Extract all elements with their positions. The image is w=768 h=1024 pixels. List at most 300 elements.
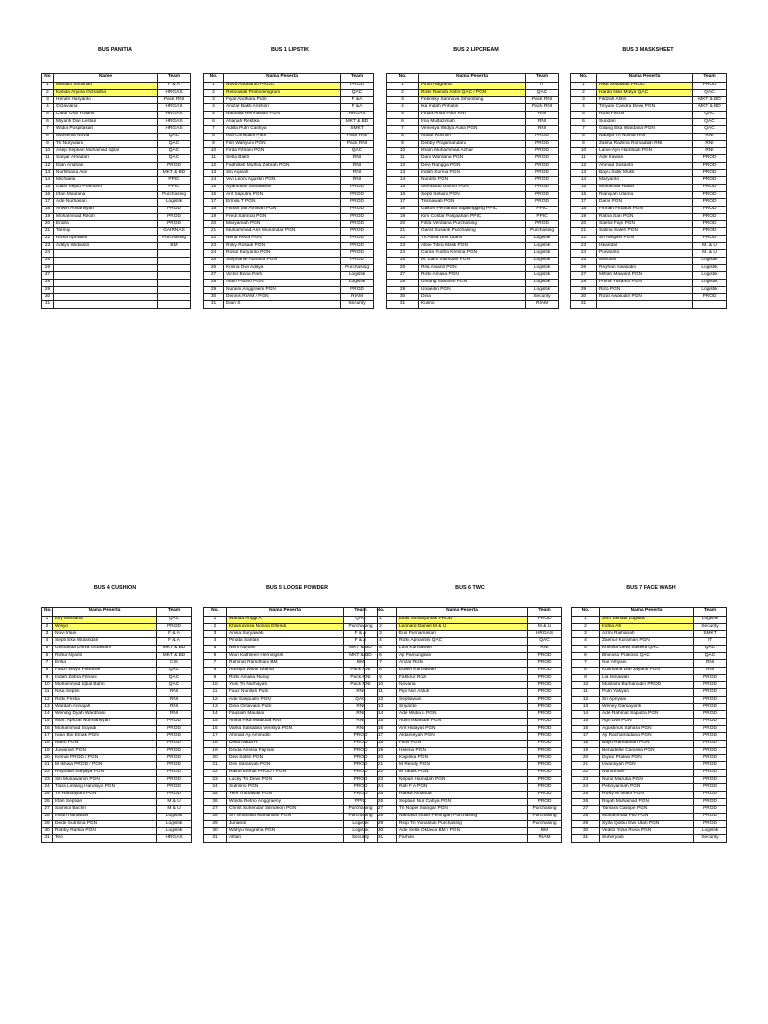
row-number: 2 bbox=[571, 89, 597, 96]
row-number: 22 bbox=[204, 235, 224, 242]
row-number: 29 bbox=[204, 820, 227, 827]
passenger-name: Putri Yahyan bbox=[600, 689, 694, 696]
row-number: 21 bbox=[387, 228, 419, 235]
table-row bbox=[204, 184, 374, 191]
team-cell: PROD bbox=[341, 250, 374, 257]
table-row bbox=[42, 674, 192, 681]
table-row bbox=[571, 199, 727, 206]
table-row bbox=[571, 155, 727, 162]
team-cell: PROD bbox=[341, 206, 374, 213]
row-number: 15 bbox=[365, 718, 397, 725]
row-number: 16 bbox=[204, 725, 227, 732]
bus-title: BUS PANITIA bbox=[97, 47, 133, 53]
row-number: 17 bbox=[42, 199, 54, 206]
team-cell: QAC bbox=[341, 89, 374, 96]
team-cell: MKT & BD bbox=[344, 652, 378, 659]
table-row bbox=[387, 199, 559, 206]
row-number: 25 bbox=[42, 257, 54, 264]
passenger-name: Roky Rosadi PGN bbox=[224, 243, 341, 250]
team-cell: Logistik bbox=[694, 828, 727, 835]
row-number: 18 bbox=[365, 740, 397, 747]
row-number: 15 bbox=[42, 184, 54, 191]
team-cell: PPIC bbox=[344, 798, 378, 805]
table-row bbox=[42, 733, 192, 740]
passenger-name: Dani Wardana PGN bbox=[419, 155, 526, 162]
table-row bbox=[365, 828, 562, 835]
bus-passenger-table bbox=[364, 607, 562, 843]
team-cell: Security bbox=[694, 835, 727, 842]
passenger-name: Lanie Ayn Hambadi PGN bbox=[597, 148, 693, 155]
passenger-name: Ahmad Aji Amirudin bbox=[227, 733, 344, 740]
table-row bbox=[42, 616, 192, 623]
row-number: 31 bbox=[572, 835, 600, 842]
passenger-name: Retnowati Probonimgrum bbox=[224, 89, 341, 96]
passenger-name: Sanjar Afriadari bbox=[54, 155, 158, 162]
row-number: 28 bbox=[387, 279, 419, 286]
passenger-name: Rojah Muhamad PGN bbox=[600, 798, 694, 805]
row-number: 20 bbox=[365, 755, 397, 762]
passenger-name: Nurul Maruba PGN bbox=[600, 777, 694, 784]
table-row bbox=[571, 104, 727, 111]
header-team: Team bbox=[693, 74, 727, 83]
team-cell: Logistik bbox=[526, 286, 559, 293]
passenger-name: Irfan Septian bbox=[53, 798, 157, 805]
team-cell: RNI bbox=[157, 704, 192, 711]
table-row bbox=[42, 718, 192, 725]
table-row bbox=[42, 652, 192, 659]
passenger-name: Kusno bbox=[419, 301, 526, 308]
passenger-name: Pinata Santari bbox=[227, 638, 344, 645]
row-number: 7 bbox=[42, 126, 54, 133]
row-number: 11 bbox=[42, 155, 54, 162]
table-row bbox=[204, 623, 378, 630]
table-row bbox=[365, 623, 562, 630]
passenger-name: Siti Munawaroh PGN bbox=[53, 777, 157, 784]
passenger-name: Samsul Bachri bbox=[53, 806, 157, 813]
passenger-name bbox=[54, 286, 158, 293]
row-number: 14 bbox=[204, 177, 224, 184]
passenger-name bbox=[54, 294, 158, 301]
row-number: 27 bbox=[572, 806, 600, 813]
row-number: 7 bbox=[571, 126, 597, 133]
table-row bbox=[387, 133, 559, 140]
team-cell: RNI bbox=[157, 689, 192, 696]
team-cell: IT bbox=[526, 82, 559, 89]
table-row bbox=[204, 740, 378, 747]
team-cell: PROD bbox=[528, 791, 562, 798]
team-cell: QAC bbox=[158, 133, 191, 140]
passenger-name: Wening Dyah Wardhani bbox=[53, 711, 157, 718]
passenger-name: Novi Irlani bbox=[53, 631, 157, 638]
table-row bbox=[571, 272, 727, 279]
team-cell: PPIC bbox=[526, 213, 559, 220]
table-row bbox=[387, 206, 559, 213]
team-cell: PROD bbox=[528, 769, 562, 776]
table-row bbox=[204, 272, 374, 279]
passenger-name: Venesya Widya Aulia PGN bbox=[419, 126, 526, 133]
row-number: 10 bbox=[572, 682, 600, 689]
passenger-name: Adilla Putri Cantiya bbox=[224, 126, 341, 133]
passenger-name: Rizki Apriantini QAC bbox=[397, 638, 528, 645]
row-number: 19 bbox=[204, 213, 224, 220]
passenger-name: Helena PGN bbox=[397, 747, 528, 754]
passenger-name: Ratna Sari PGN bbox=[597, 213, 693, 220]
row-number: 27 bbox=[204, 272, 224, 279]
passenger-name bbox=[54, 272, 158, 279]
team-cell: PROD bbox=[694, 711, 727, 718]
row-number: 21 bbox=[204, 228, 224, 235]
team-cell: PROD bbox=[528, 667, 562, 674]
table-row bbox=[365, 652, 562, 659]
team-cell: PROD bbox=[341, 286, 374, 293]
team-cell: RNI bbox=[694, 660, 727, 667]
table-row bbox=[571, 206, 727, 213]
team-cell: F & A bbox=[157, 631, 192, 638]
bus-passenger-table bbox=[570, 73, 727, 309]
table-row bbox=[387, 82, 559, 89]
table-row bbox=[42, 667, 192, 674]
row-number: 21 bbox=[42, 762, 53, 769]
header-name: Nama Peserta bbox=[53, 608, 157, 617]
team-cell: PROD bbox=[158, 221, 191, 228]
passenger-name: Rizki Amalia PGN bbox=[419, 272, 526, 279]
table-row bbox=[204, 725, 378, 732]
passenger-name: Mardian bbox=[597, 257, 693, 264]
header-team: Team bbox=[157, 608, 192, 617]
passenger-name: Fitris PGN bbox=[397, 740, 528, 747]
passenger-name: Tarmiji bbox=[54, 228, 158, 235]
team-cell: RNI bbox=[157, 696, 192, 703]
row-number: 29 bbox=[42, 820, 53, 827]
row-number: 28 bbox=[204, 813, 227, 820]
table-row bbox=[365, 667, 562, 674]
team-cell: Logistik bbox=[693, 279, 727, 286]
passenger-name: Riop Tri Yunastuti Purchasing bbox=[397, 820, 528, 827]
table-row bbox=[572, 652, 727, 659]
passenger-name: Lutfi Kurniawan bbox=[397, 645, 528, 652]
row-number: 5 bbox=[42, 111, 54, 118]
table-row bbox=[204, 286, 374, 293]
team-cell: PROD bbox=[694, 740, 727, 747]
passenger-name: Delia Nada R bbox=[227, 740, 344, 747]
row-number: 1 bbox=[42, 616, 53, 623]
passenger-name: Octaviana bbox=[54, 104, 158, 111]
team-cell: PROD bbox=[344, 733, 378, 740]
passenger-name: Rizka Nyanti bbox=[53, 652, 157, 659]
header-team: Team bbox=[341, 74, 374, 83]
passenger-name: Novana bbox=[397, 682, 528, 689]
row-number: 30 bbox=[571, 294, 597, 301]
table-row bbox=[571, 286, 727, 293]
row-number: 9 bbox=[42, 674, 53, 681]
row-number: 3 bbox=[365, 631, 397, 638]
table-row bbox=[571, 279, 727, 286]
table-row bbox=[204, 206, 374, 213]
row-number: 8 bbox=[42, 133, 54, 140]
team-cell: Security bbox=[341, 301, 374, 308]
team-cell: PROD bbox=[694, 798, 727, 805]
row-number: 20 bbox=[204, 755, 227, 762]
table-header-row bbox=[42, 608, 192, 617]
table-row bbox=[571, 89, 727, 96]
row-number: 19 bbox=[42, 747, 53, 754]
table-row bbox=[204, 828, 378, 835]
table-row bbox=[387, 257, 559, 264]
table-row bbox=[387, 170, 559, 177]
passenger-name: Azmi Raihanah bbox=[600, 631, 694, 638]
passenger-name: Septi Eka Wulandari bbox=[53, 638, 157, 645]
team-cell: Purchasing bbox=[528, 806, 562, 813]
passenger-name: Krisna Dwi Aditya bbox=[224, 264, 341, 271]
passenger-name: Afianah Restika bbox=[224, 118, 341, 125]
row-number: 30 bbox=[42, 294, 54, 301]
team-cell: MKT & BD bbox=[341, 118, 374, 125]
team-cell: PPIC bbox=[158, 184, 191, 191]
table-row bbox=[572, 820, 727, 827]
row-number: 9 bbox=[204, 674, 227, 681]
table-row bbox=[387, 177, 559, 184]
row-number: 16 bbox=[571, 191, 597, 198]
team-cell bbox=[158, 257, 191, 264]
team-cell: Security bbox=[344, 835, 378, 842]
team-cell: PROD bbox=[693, 184, 727, 191]
passenger-name: Asep Septian Muhamad Iqbal bbox=[54, 148, 158, 155]
team-cell: PROD bbox=[526, 184, 559, 191]
passenger-name: Trisnawati PGN bbox=[419, 199, 526, 206]
passenger-name bbox=[597, 301, 693, 308]
table-row bbox=[204, 199, 374, 206]
passenger-name: Fadhillah Muthia Zahrah PGN bbox=[224, 162, 341, 169]
passenger-name: Reyhan Awaludin bbox=[597, 264, 693, 271]
table-row bbox=[204, 221, 374, 228]
table-row bbox=[204, 660, 378, 667]
team-cell: Logistik bbox=[693, 272, 727, 279]
header-team: Team bbox=[694, 608, 727, 617]
table-row bbox=[572, 791, 727, 798]
passenger-name: Albie Tibra Malik PGN bbox=[419, 243, 526, 250]
table-row bbox=[387, 213, 559, 220]
row-number: 7 bbox=[365, 660, 397, 667]
team-cell: QAC bbox=[526, 89, 559, 96]
row-number: 29 bbox=[387, 286, 419, 293]
team-cell: Pack RNI bbox=[344, 682, 378, 689]
row-number: 5 bbox=[204, 111, 224, 118]
passenger-name: Rahmat Ramdhani BM bbox=[227, 660, 344, 667]
team-cell: PROD bbox=[693, 221, 727, 228]
table-row bbox=[365, 704, 562, 711]
team-cell: PROD bbox=[341, 228, 374, 235]
row-number: 8 bbox=[204, 667, 227, 674]
passenger-name: Tamara Caliope PGN bbox=[600, 806, 694, 813]
passenger-name: Ade Nurhasan bbox=[54, 199, 158, 206]
row-number: 10 bbox=[571, 148, 597, 155]
passenger-name: Arif Hidayat PGN bbox=[397, 725, 528, 732]
team-cell bbox=[158, 279, 191, 286]
table-row bbox=[571, 213, 727, 220]
table-row bbox=[571, 264, 727, 271]
team-cell: PROD bbox=[526, 133, 559, 140]
passenger-name: Pebriyansah PGN bbox=[600, 784, 694, 791]
passenger-name: Diyan Pratiwi PGN bbox=[600, 755, 694, 762]
passenger-name: Dina Octaviani Putri bbox=[227, 704, 344, 711]
table-row bbox=[571, 162, 727, 169]
passenger-name: Tinyani Candra Dewi PGN bbox=[597, 104, 693, 111]
row-number: 6 bbox=[387, 118, 419, 125]
passenger-name: Rizo PGN bbox=[597, 286, 693, 293]
passenger-name: Vivi Leoni Agustin PGN bbox=[224, 177, 341, 184]
passenger-name: Sembodo Utomo PGN bbox=[419, 184, 526, 191]
team-cell: F & A bbox=[157, 638, 192, 645]
team-cell: Pack RNI bbox=[526, 97, 559, 104]
team-cell: QAC bbox=[694, 652, 727, 659]
team-cell: HRGAS bbox=[158, 126, 191, 133]
row-number: 17 bbox=[204, 733, 227, 740]
row-number: 26 bbox=[204, 798, 227, 805]
passenger-name: Hardo Nan Mulya QAC bbox=[597, 89, 693, 96]
team-cell: PROD bbox=[528, 696, 562, 703]
table-row bbox=[387, 97, 559, 104]
row-number: 14 bbox=[42, 711, 53, 718]
row-number: 2 bbox=[204, 623, 227, 630]
team-cell: Pack RNI bbox=[341, 133, 374, 140]
row-number: 24 bbox=[42, 250, 54, 257]
team-cell: PROD bbox=[693, 235, 727, 242]
header-name: Nama Peserta bbox=[597, 74, 693, 83]
passenger-name: Garat Susanti Purchasing bbox=[419, 228, 526, 235]
table-row bbox=[387, 228, 559, 235]
passenger-name: Khinina Dewi Sukekti QAC bbox=[600, 645, 694, 652]
passenger-name: Ade Rahmat Saputra PGN bbox=[600, 711, 694, 718]
row-number: 12 bbox=[204, 162, 224, 169]
team-cell bbox=[158, 294, 191, 301]
team-cell: Logistik bbox=[157, 828, 192, 835]
table-row bbox=[572, 704, 727, 711]
table-row bbox=[572, 689, 727, 696]
row-number: 2 bbox=[387, 89, 419, 96]
table-row bbox=[204, 820, 378, 827]
row-number: 2 bbox=[42, 623, 53, 630]
passenger-name: Widia Puspitasari bbox=[54, 126, 158, 133]
row-number: 21 bbox=[42, 228, 54, 235]
passenger-name: Bayu Sidik Mukti bbox=[597, 170, 693, 177]
row-number: 17 bbox=[365, 733, 397, 740]
team-cell: QAC bbox=[344, 616, 378, 623]
row-number: 3 bbox=[204, 631, 227, 638]
row-number: 16 bbox=[572, 725, 600, 732]
table-row bbox=[204, 733, 378, 740]
passenger-name: Leonard Daniel M & U bbox=[397, 623, 528, 630]
row-number: 12 bbox=[204, 696, 227, 703]
row-number: 5 bbox=[571, 111, 597, 118]
passenger-name: Nisa Septin bbox=[53, 689, 157, 696]
passenger-name: M Ikhwa PROD / PGN bbox=[53, 762, 157, 769]
table-row bbox=[42, 104, 191, 111]
team-cell: RIAM bbox=[528, 835, 562, 842]
passenger-name: Varka Salsabila Veristya PGN bbox=[227, 725, 344, 732]
row-number: 2 bbox=[365, 623, 397, 630]
passenger-name: Hendri Haryanto bbox=[54, 97, 158, 104]
passenger-name: Wanda Anggi A bbox=[227, 616, 344, 623]
passenger-name: Tri Nopel Siangar PGN bbox=[397, 806, 528, 813]
team-cell: Logistik bbox=[693, 257, 727, 264]
table-row bbox=[572, 682, 727, 689]
table-row bbox=[571, 294, 727, 301]
table-row bbox=[204, 162, 374, 169]
table-row bbox=[204, 118, 374, 125]
team-cell: BM bbox=[158, 243, 191, 250]
row-number: 5 bbox=[204, 645, 227, 652]
table-row bbox=[42, 828, 192, 835]
table-header-row bbox=[42, 74, 191, 83]
passenger-name: Fauzi Setyo Pandhini bbox=[53, 667, 157, 674]
row-number: 6 bbox=[365, 652, 397, 659]
row-number: 19 bbox=[42, 213, 54, 220]
table-row bbox=[572, 616, 727, 623]
passenger-name: Abdul Rochim bbox=[419, 133, 526, 140]
passenger-name: Indah Zahra Fitriani bbox=[53, 674, 157, 681]
row-number: 22 bbox=[42, 235, 54, 242]
team-cell: PROD bbox=[528, 682, 562, 689]
passenger-name: Marsenia Novia bbox=[54, 133, 158, 140]
row-number: 14 bbox=[204, 711, 227, 718]
team-cell: PROD bbox=[157, 747, 192, 754]
row-number: 4 bbox=[572, 638, 600, 645]
table-row bbox=[387, 162, 559, 169]
table-row bbox=[572, 740, 727, 747]
table-row bbox=[42, 177, 191, 184]
table-header-row bbox=[572, 608, 727, 617]
table-row bbox=[387, 279, 559, 286]
team-cell: RNI bbox=[341, 177, 374, 184]
table-row bbox=[571, 243, 727, 250]
table-row bbox=[42, 243, 191, 250]
row-number: 22 bbox=[571, 235, 597, 242]
table-row bbox=[571, 250, 727, 257]
table-row bbox=[204, 191, 374, 198]
team-cell: PROD bbox=[157, 777, 192, 784]
team-cell: PROD bbox=[341, 221, 374, 228]
passenger-name: Rika Setiawati PROD bbox=[597, 82, 693, 89]
team-cell: Security bbox=[694, 623, 727, 630]
passenger-name: Septian Nur Cahya PGN bbox=[397, 798, 528, 805]
row-number: 25 bbox=[365, 791, 397, 798]
table-row bbox=[572, 674, 727, 681]
passenger-name: Zalma Razlina Romadlah RNI bbox=[597, 140, 693, 147]
table-header-row bbox=[204, 608, 378, 617]
row-number: 11 bbox=[204, 689, 227, 696]
table-row bbox=[42, 272, 191, 279]
row-number: 6 bbox=[204, 652, 227, 659]
team-cell: PROD bbox=[344, 769, 378, 776]
passenger-name: Septi Setiani PGN bbox=[419, 191, 526, 198]
passenger-name: Dina bbox=[419, 294, 526, 301]
table-header-row bbox=[365, 608, 562, 617]
passenger-name: Kemal PROD / PGN bbox=[53, 755, 157, 762]
passenger-name: Tri Anita Umi Utami bbox=[419, 235, 526, 242]
passenger-name: Eus Purnamasari bbox=[397, 631, 528, 638]
row-number: 28 bbox=[571, 279, 597, 286]
header-no: No. bbox=[42, 608, 53, 617]
passenger-name: Ihsan Hanawan bbox=[53, 813, 157, 820]
team-cell: Logistik bbox=[526, 235, 559, 242]
team-cell: PROD bbox=[157, 769, 192, 776]
table-row bbox=[571, 184, 727, 191]
table-row bbox=[204, 111, 374, 118]
table-row bbox=[204, 89, 374, 96]
row-number: 6 bbox=[571, 118, 597, 125]
row-number: 27 bbox=[204, 806, 227, 813]
team-cell: PROD bbox=[694, 791, 727, 798]
